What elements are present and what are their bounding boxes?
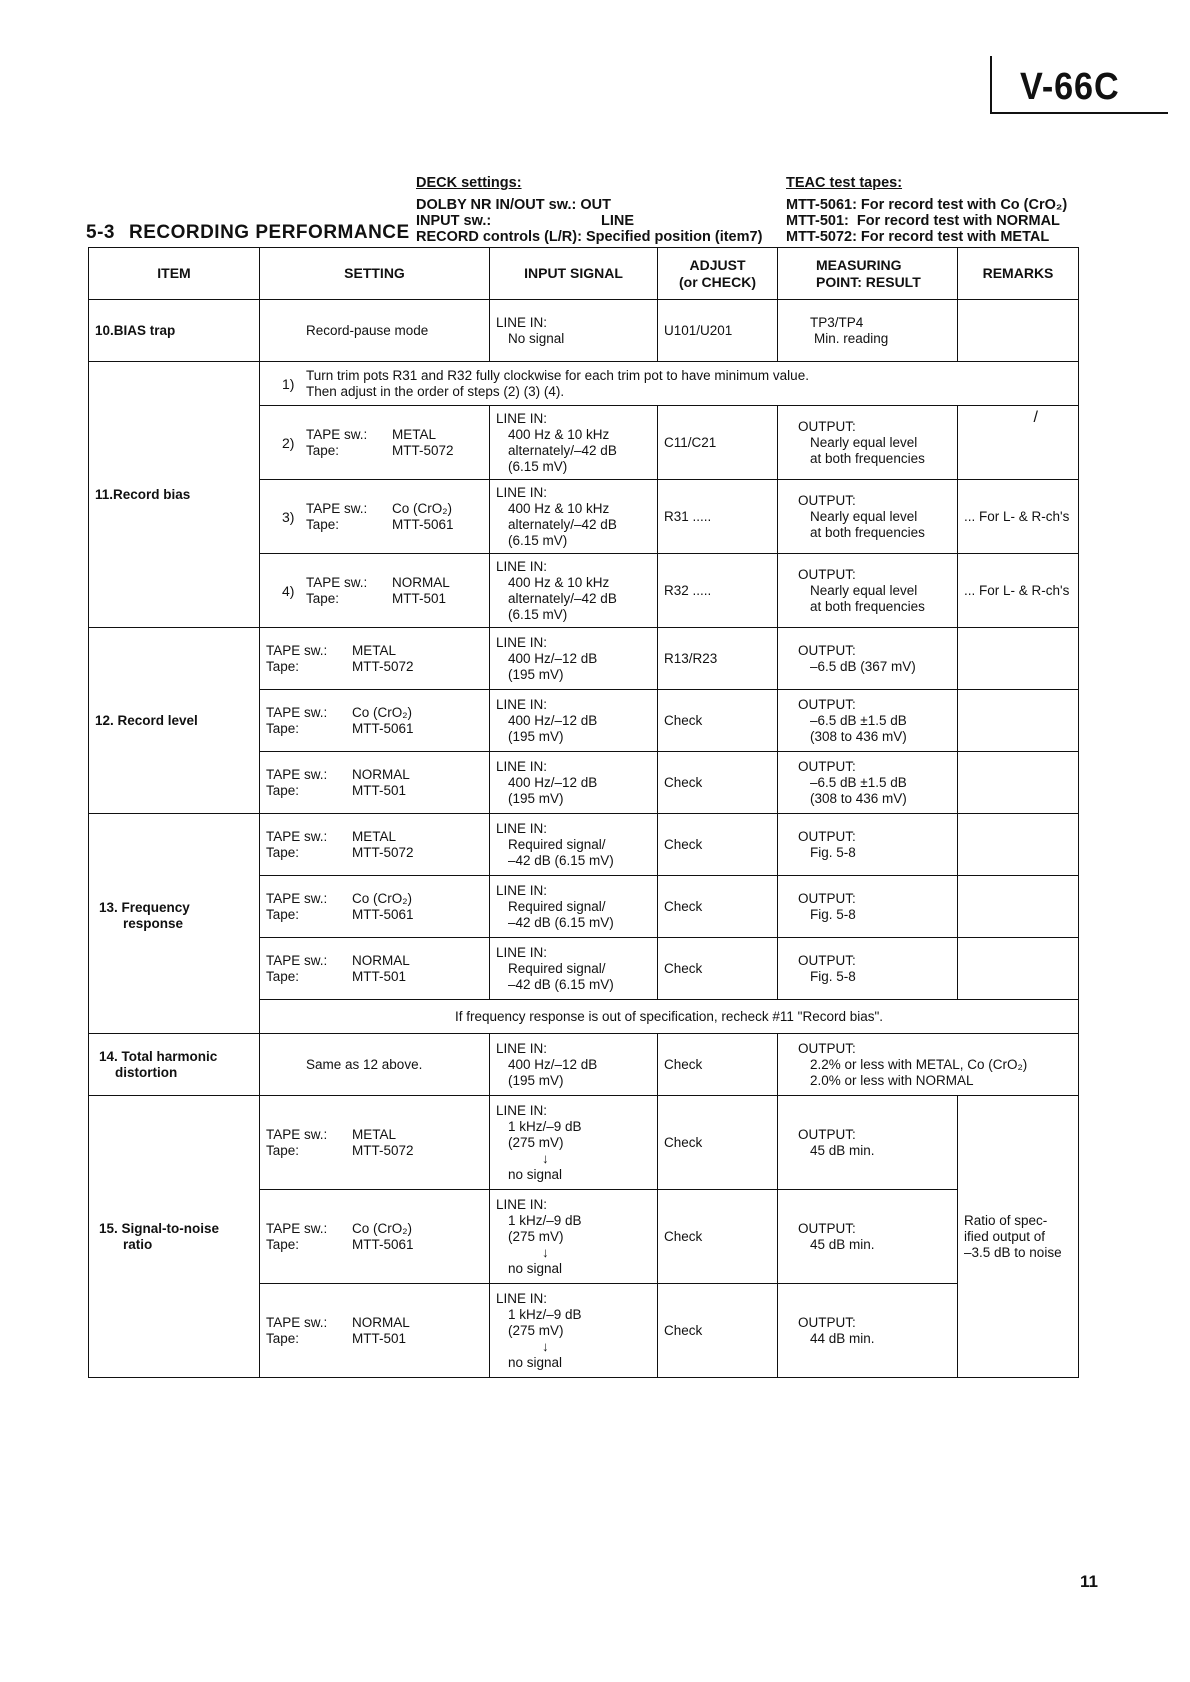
test-tape-5072: MTT-5072: For record test with METAL xyxy=(786,229,1050,245)
adjust-cell: R31 ..... xyxy=(658,480,778,554)
input-line: LINE IN: xyxy=(496,1040,548,1056)
test-tapes-title: TEAC test tapes: xyxy=(786,175,903,191)
result-line: 45 dB min. xyxy=(810,1142,875,1158)
input-line: alternately/–42 dB xyxy=(508,516,617,532)
input-line: LINE IN: xyxy=(496,944,548,960)
input-line: LINE IN: xyxy=(496,1196,548,1212)
test-tape-5061: MTT-5061: For record test with Co (CrO₂) xyxy=(786,197,1068,213)
tape-label: Tape: xyxy=(266,1330,300,1346)
tape-sw-value: METAL xyxy=(392,426,437,442)
result-cell xyxy=(778,1284,958,1378)
step-number: 3) xyxy=(282,508,295,525)
setting-cell xyxy=(260,1096,490,1190)
deck-setting-input-label: INPUT sw.: xyxy=(416,213,492,229)
input-signal-cell xyxy=(490,628,658,690)
tape-sw-value: Co (CrO₂) xyxy=(352,704,412,720)
col-measure-2: POINT: RESULT xyxy=(816,273,921,290)
result-line: OUTPUT: xyxy=(798,418,856,434)
tape-label: Tape: xyxy=(266,658,300,674)
step-number: 2) xyxy=(282,434,295,451)
remarks-cell xyxy=(958,938,1079,1000)
deck-setting-dolby: DOLBY NR IN/OUT sw.: OUT xyxy=(416,197,611,213)
input-signal-cell xyxy=(490,554,658,628)
frequency-response-note: If frequency response is out of specification, recheck #11 "Record bias". xyxy=(260,1000,1079,1034)
input-signal-cell xyxy=(490,406,658,480)
table-row xyxy=(89,1034,1079,1096)
result-cell xyxy=(778,938,958,1000)
setting-cell xyxy=(260,480,490,554)
input-signal-cell xyxy=(490,1096,658,1190)
tape-value: MTT-5061 xyxy=(392,516,454,532)
remarks-cell xyxy=(958,814,1079,876)
tape-sw-label: TAPE sw.: xyxy=(306,574,368,590)
input-line: LINE IN: xyxy=(496,558,548,574)
table-row xyxy=(89,300,1079,362)
tape-sw-label: TAPE sw.: xyxy=(306,426,368,442)
adjust-cell: Check xyxy=(658,938,778,1000)
input-signal-cell xyxy=(490,300,658,362)
tape-sw-value: NORMAL xyxy=(352,1314,410,1330)
setting-cell xyxy=(260,814,490,876)
col-remarks: REMARKS xyxy=(958,248,1079,300)
result-line: 2.2% or less with METAL, Co (CrO₂) xyxy=(810,1056,1028,1072)
result-line: Min. reading xyxy=(814,330,889,346)
result-cell xyxy=(778,480,958,554)
item-record-level: 12. Record level xyxy=(89,628,260,814)
input-line: 400 Hz & 10 kHz xyxy=(508,426,610,442)
col-adjust-1: ADJUST xyxy=(689,256,746,273)
input-line: (195 mV) xyxy=(508,666,564,682)
input-line: (6.15 mV) xyxy=(508,606,568,622)
tape-value: MTT-5072 xyxy=(352,658,414,674)
tape-value: MTT-5072 xyxy=(352,1142,414,1158)
table-row xyxy=(89,628,1079,690)
tape-sw-label: TAPE sw.: xyxy=(306,500,368,516)
result-cell xyxy=(778,1034,1079,1096)
result-line: 2.0% or less with NORMAL xyxy=(810,1072,974,1088)
result-line: (308 to 436 mV) xyxy=(810,728,907,744)
input-line: (195 mV) xyxy=(508,790,564,806)
tape-label: Tape: xyxy=(266,1142,300,1158)
item-line: ratio xyxy=(123,1236,153,1252)
item-snr xyxy=(89,1096,260,1378)
result-line: OUTPUT: xyxy=(798,828,856,844)
result-line: OUTPUT: xyxy=(798,1040,856,1056)
tape-value: MTT-501 xyxy=(352,968,407,984)
input-line: alternately/–42 dB xyxy=(508,590,617,606)
header-row xyxy=(89,248,1079,300)
setting-cell xyxy=(260,752,490,814)
tape-label: Tape: xyxy=(266,720,300,736)
remarks-line: –3.5 dB to noise xyxy=(964,1244,1062,1260)
step1-line: Turn trim pots R31 and R32 fully clockwise for each trim pot to have minimum value. xyxy=(306,367,809,383)
model-number: V-66C xyxy=(1020,66,1120,108)
result-line: OUTPUT: xyxy=(798,890,856,906)
tape-sw-value: METAL xyxy=(352,642,397,658)
result-line: Nearly equal level xyxy=(810,582,918,598)
result-line: at both frequencies xyxy=(810,524,925,540)
result-line: 44 dB min. xyxy=(810,1330,875,1346)
deck-settings-title: DECK settings: xyxy=(416,175,522,191)
remarks-cell: ... For L- & R-ch's xyxy=(958,554,1079,628)
result-line: Nearly equal level xyxy=(810,508,918,524)
input-line: LINE IN: xyxy=(496,410,548,426)
setting-cell xyxy=(260,406,490,480)
remarks-line: ified output of xyxy=(964,1228,1046,1244)
input-line: LINE IN: xyxy=(496,882,548,898)
col-input: INPUT SIGNAL xyxy=(490,248,658,300)
result-cell xyxy=(778,876,958,938)
input-line: alternately/–42 dB xyxy=(508,442,617,458)
input-line: Required signal/ xyxy=(508,898,606,914)
deck-settings xyxy=(416,175,762,245)
input-line: (6.15 mV) xyxy=(508,532,568,548)
input-line: –42 dB (6.15 mV) xyxy=(508,852,614,868)
input-line: Required signal/ xyxy=(508,836,606,852)
adjust-cell: Check xyxy=(658,690,778,752)
tape-label: Tape: xyxy=(266,782,300,798)
input-line: 400 Hz/–12 dB xyxy=(508,1056,598,1072)
result-line: Fig. 5-8 xyxy=(810,844,856,860)
col-setting: SETTING xyxy=(260,248,490,300)
result-cell xyxy=(778,554,958,628)
page-number: 11 xyxy=(1080,1572,1098,1591)
tape-value: MTT-5072 xyxy=(352,844,414,860)
setting-cell: Record-pause mode xyxy=(260,300,490,362)
result-line: Nearly equal level xyxy=(810,434,918,450)
adjust-cell: R32 ..... xyxy=(658,554,778,628)
setting-cell xyxy=(260,554,490,628)
remarks-cell xyxy=(958,690,1079,752)
input-signal-cell xyxy=(490,1190,658,1284)
input-line: (6.15 mV) xyxy=(508,458,568,474)
item-record-bias: 11.Record bias xyxy=(89,362,260,628)
result-line: at both frequencies xyxy=(810,598,925,614)
input-signal-cell xyxy=(490,752,658,814)
item-line: distortion xyxy=(115,1064,178,1080)
input-line: LINE IN: xyxy=(496,1102,548,1118)
setting-cell xyxy=(260,938,490,1000)
remarks-cell xyxy=(958,628,1079,690)
input-line: 400 Hz/–12 dB xyxy=(508,712,598,728)
tape-label: Tape: xyxy=(306,442,340,458)
result-cell xyxy=(778,690,958,752)
result-line: Fig. 5-8 xyxy=(810,906,856,922)
result-line: at both frequencies xyxy=(810,450,925,466)
result-line: TP3/TP4 xyxy=(810,314,864,330)
adjust-cell: Check xyxy=(658,1034,778,1096)
tape-label: Tape: xyxy=(266,906,300,922)
tape-sw-label: TAPE sw.: xyxy=(266,890,328,906)
deck-setting-input xyxy=(416,213,762,229)
input-line: LINE IN: xyxy=(496,696,548,712)
input-line: Required signal/ xyxy=(508,960,606,976)
tape-label: Tape: xyxy=(266,968,300,984)
input-line: –42 dB (6.15 mV) xyxy=(508,914,614,930)
tape-sw-value: Co (CrO₂) xyxy=(352,890,412,906)
item-frequency-response xyxy=(89,814,260,1034)
adjust-cell: R13/R23 xyxy=(658,628,778,690)
result-cell xyxy=(778,300,958,362)
col-measure-1: MEASURING xyxy=(816,256,902,273)
result-line: 45 dB min. xyxy=(810,1236,875,1252)
step-number: 1) xyxy=(282,375,295,392)
tape-sw-value: METAL xyxy=(352,1126,397,1142)
tape-sw-value: NORMAL xyxy=(352,952,410,968)
result-cell xyxy=(778,814,958,876)
table-row xyxy=(89,362,1079,406)
remarks-cell: ... For L- & R-ch's xyxy=(958,480,1079,554)
result-line: OUTPUT: xyxy=(798,1220,856,1236)
input-signal-cell xyxy=(490,480,658,554)
result-line: –6.5 dB ±1.5 dB xyxy=(810,712,907,728)
tape-sw-value: METAL xyxy=(352,828,397,844)
remarks-line: Ratio of spec- xyxy=(964,1212,1048,1228)
input-line: no signal xyxy=(508,1166,563,1182)
tape-sw-label: TAPE sw.: xyxy=(266,642,328,658)
col-item: ITEM xyxy=(89,248,260,300)
arrow-down-icon: ↓ xyxy=(542,1338,549,1354)
item-bias-trap: 10.BIAS trap xyxy=(89,300,260,362)
input-signal-cell xyxy=(490,690,658,752)
input-line: (195 mV) xyxy=(508,728,564,744)
tape-label: Tape: xyxy=(266,844,300,860)
result-line: OUTPUT: xyxy=(798,492,856,508)
tape-sw-label: TAPE sw.: xyxy=(266,766,328,782)
input-line: no signal xyxy=(508,1260,563,1276)
item-line: response xyxy=(123,915,184,931)
input-line: LINE IN: xyxy=(496,634,548,650)
input-line: (275 mV) xyxy=(508,1322,564,1338)
tape-value: MTT-501 xyxy=(352,1330,407,1346)
result-cell xyxy=(778,628,958,690)
result-cell xyxy=(778,406,958,480)
input-line: –42 dB (6.15 mV) xyxy=(508,976,614,992)
tape-sw-value: Co (CrO₂) xyxy=(352,1220,412,1236)
input-line: 1 kHz/–9 dB xyxy=(508,1118,582,1134)
input-signal-cell xyxy=(490,876,658,938)
table-row xyxy=(89,814,1079,876)
result-line: OUTPUT: xyxy=(798,566,856,582)
result-cell xyxy=(778,1190,958,1284)
input-line: LINE IN: xyxy=(496,1290,548,1306)
input-line: (275 mV) xyxy=(508,1134,564,1150)
tape-sw-label: TAPE sw.: xyxy=(266,952,328,968)
deck-setting-input-value: LINE xyxy=(601,213,635,229)
adjust-cell: Check xyxy=(658,752,778,814)
adjust-cell: Check xyxy=(658,876,778,938)
step-number: 4) xyxy=(282,582,295,599)
tape-sw-label: TAPE sw.: xyxy=(266,1314,328,1330)
input-line: 1 kHz/–9 dB xyxy=(508,1306,582,1322)
test-tape-501: MTT-501: For record test with NORMAL xyxy=(786,213,1060,229)
tape-label: Tape: xyxy=(306,516,340,532)
adjust-cell: Check xyxy=(658,1284,778,1378)
tape-label: Tape: xyxy=(266,1236,300,1252)
result-line: OUTPUT: xyxy=(798,952,856,968)
remarks-cell xyxy=(958,300,1079,362)
tape-label: Tape: xyxy=(306,590,340,606)
tape-value: MTT-5061 xyxy=(352,1236,414,1252)
remarks-cell xyxy=(958,876,1079,938)
tape-value: MTT-5061 xyxy=(352,720,414,736)
result-cell xyxy=(778,752,958,814)
section-title: RECORDING PERFORMANCE xyxy=(128,222,410,243)
tape-value: MTT-5061 xyxy=(352,906,414,922)
adjust-cell: Check xyxy=(658,1190,778,1284)
input-line: 400 Hz & 10 kHz xyxy=(508,574,610,590)
deck-setting-record: RECORD controls (L/R): Specified position (item7) xyxy=(416,229,763,245)
recording-performance-table xyxy=(88,247,1079,1378)
tape-sw-label: TAPE sw.: xyxy=(266,1220,328,1236)
remarks-cell: / xyxy=(958,406,1079,480)
tape-sw-value: NORMAL xyxy=(352,766,410,782)
setting-cell xyxy=(260,628,490,690)
result-line: –6.5 dB (367 mV) xyxy=(810,658,916,674)
input-line: LINE IN: xyxy=(496,484,548,500)
item-thd xyxy=(89,1034,260,1096)
input-line: LINE IN: xyxy=(496,758,548,774)
setting-cell: Same as 12 above. xyxy=(260,1034,490,1096)
tape-value: MTT-5072 xyxy=(392,442,454,458)
result-line: OUTPUT: xyxy=(798,696,856,712)
table-row xyxy=(89,1096,1079,1190)
section-heading xyxy=(86,222,410,244)
tape-sw-label: TAPE sw.: xyxy=(266,704,328,720)
adjust-cell: C11/C21 xyxy=(658,406,778,480)
input-signal-cell xyxy=(490,1284,658,1378)
item-line: 13. Frequency xyxy=(99,899,190,915)
setting-cell xyxy=(260,1284,490,1378)
remarks-cell xyxy=(958,752,1079,814)
arrow-down-icon: ↓ xyxy=(542,1244,549,1260)
record-bias-step1 xyxy=(260,362,1079,406)
col-adjust-2: (or CHECK) xyxy=(679,273,756,290)
input-line: 400 Hz/–12 dB xyxy=(508,774,598,790)
input-line: (275 mV) xyxy=(508,1228,564,1244)
input-line: 400 Hz/–12 dB xyxy=(508,650,598,666)
item-line: 14. Total harmonic xyxy=(99,1048,218,1064)
adjust-cell: U101/U201 xyxy=(658,300,778,362)
input-signal-cell xyxy=(490,1034,658,1096)
setting-cell xyxy=(260,876,490,938)
section-number: 5-3 xyxy=(86,222,115,243)
input-line: No signal xyxy=(508,330,565,346)
result-cell xyxy=(778,1096,958,1190)
input-line: 1 kHz/–9 dB xyxy=(508,1212,582,1228)
result-line: Fig. 5-8 xyxy=(810,968,856,984)
result-line: –6.5 dB ±1.5 dB xyxy=(810,774,907,790)
input-line: LINE IN: xyxy=(496,820,548,836)
tape-sw-label: TAPE sw.: xyxy=(266,1126,328,1142)
input-line: 400 Hz & 10 kHz xyxy=(508,500,610,516)
result-line: (308 to 436 mV) xyxy=(810,790,907,806)
tape-sw-value: NORMAL xyxy=(392,574,450,590)
result-line: OUTPUT: xyxy=(798,642,856,658)
input-signal-cell xyxy=(490,938,658,1000)
arrow-down-icon: ↓ xyxy=(542,1150,549,1166)
tape-sw-value: Co (CrO₂) xyxy=(392,500,452,516)
tape-sw-label: TAPE sw.: xyxy=(266,828,328,844)
adjust-cell: Check xyxy=(658,814,778,876)
result-line: OUTPUT: xyxy=(798,1314,856,1330)
setting-cell xyxy=(260,1190,490,1284)
col-measure xyxy=(778,248,958,300)
input-signal-cell xyxy=(490,814,658,876)
adjust-cell: Check xyxy=(658,1096,778,1190)
step1-line: Then adjust in the order of steps (2) (3) (4). xyxy=(306,383,565,399)
tape-value: MTT-501 xyxy=(392,590,447,606)
item-line: 15. Signal-to-noise xyxy=(99,1220,220,1236)
input-line: LINE IN: xyxy=(496,314,548,330)
tape-value: MTT-501 xyxy=(352,782,407,798)
col-adjust xyxy=(658,248,778,300)
result-line: OUTPUT: xyxy=(798,1126,856,1142)
input-line: (195 mV) xyxy=(508,1072,564,1088)
setting-cell xyxy=(260,690,490,752)
result-line: OUTPUT: xyxy=(798,758,856,774)
test-tapes xyxy=(786,175,1067,245)
remarks-cell xyxy=(958,1096,1079,1378)
input-line: no signal xyxy=(508,1354,563,1370)
